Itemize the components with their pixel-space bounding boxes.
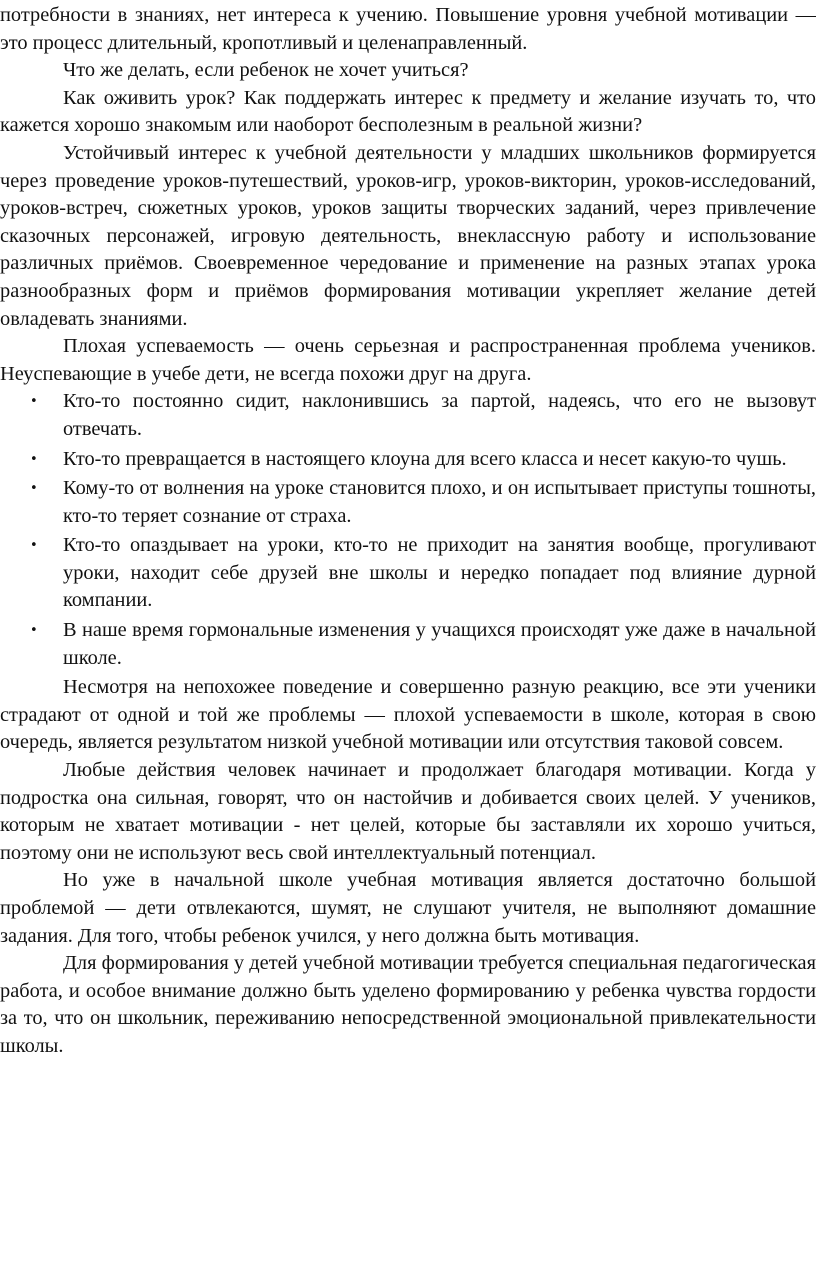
bullet-icon: • — [30, 538, 38, 554]
bullet-list — [0, 388, 816, 672]
paragraph-same-problem: Несмотря на непохожее поведение и совершенно разную реакцию, все эти ученики страдают от одной и той же проблемы — плохой успеваемости в школе, которая в свою очередь, является результатом низкой учебной мотивации или отсутствия таковой совсем. — [0, 676, 816, 754]
bullet-icon: • — [30, 451, 38, 467]
list-item-text: Кто-то превращается в настоящего клоуна для всего класса и несет какую-то чушь. — [63, 447, 787, 470]
list-item — [0, 475, 816, 530]
list-item-text: В наше время гормональные изменения у учащихся происходят уже даже в начальной школе. — [63, 619, 816, 669]
paragraph-lesson-questions: Как оживить урок? Как поддержать интерес к предмету и желание изучать то, что кажется хорошо знакомым или наоборот бесполезным в реальной жизни? — [0, 86, 816, 137]
bullet-icon: • — [30, 394, 38, 410]
paragraph-primary-school: Но уже в начальной школе учебная мотивация является достаточно большой проблемой — дети отвлекаются, шумят, не слушают учителя, не выполняют домашние задания. Для того, чтобы ребенок учился, у него должна быть мотивация. — [0, 869, 816, 947]
list-item — [0, 388, 816, 443]
bullet-icon: • — [30, 481, 38, 497]
paragraph-question: Что же делать, если ребенок не хочет учиться? — [63, 59, 469, 82]
list-item-text: Кто-то постоянно сидит, наклонившись за партой, надеясь, что его не вызовут отвечать. — [63, 390, 816, 440]
list-item — [0, 446, 816, 474]
paragraph-sustained-interest: Устойчивый интерес к учебной деятельности у младших школьников формируется через проведение уроков-путешествий, уроков-игр, уроков-викторин, уроков-исследований, уроков-встреч, сюжетных уроков, уроков защиты творческих заданий, через привлечение сказочных персонажей, игровую деятельность, внеклассную работу и использование различных приёмов. Своевременное чередование и применение на разных этапах урока разнообразных форм и приёмов формирования мотивации укрепляет желание детей овладевать знаниями. — [0, 141, 816, 330]
list-item — [0, 532, 816, 615]
list-item — [0, 617, 816, 672]
paragraph-motivation-actions: Любые действия человек начинает и продолжает благодаря мотивации. Когда у подростка она сильная, говорят, что он настойчив и добивается своих целей. У учеников, которым не хватает мотивации - нет целей, которые бы заставляли их хорошо учиться, поэтому они не используют весь свой интеллектуальный потенциал. — [0, 759, 816, 864]
paragraph-poor-performance: Плохая успеваемость — очень серьезная и распространенная проблема учеников. Неуспевающие в учебе дети, не всегда похожи друг на друга. — [0, 335, 816, 385]
list-item-text: Кто-то опаздывает на уроки, кто-то не приходит на занятия вообще, прогуливают уроки, находит себе друзей вне школы и нередко попадает под влияние дурной компании. — [63, 534, 816, 612]
paragraph-formation: Для формирования у детей учебной мотивации требуется специальная педагогическая работа, и особое внимание должно быть уделено формированию у ребенка чувства гордости за то, что он школьник, переживанию непосредственной эмоциональной привлекательности школы. — [0, 952, 816, 1057]
list-item-text: Кому-то от волнения на уроке становится плохо, и он испытывает приступы тошноты, кто-то теряет сознание от страха. — [63, 477, 816, 527]
bullet-icon: • — [30, 623, 38, 639]
paragraph-continuation: потребности в знаниях, нет интереса к учению. Повышение уровня учебной мотивации — это процесс длительный, кропотливый и целенаправленный. — [0, 4, 816, 54]
